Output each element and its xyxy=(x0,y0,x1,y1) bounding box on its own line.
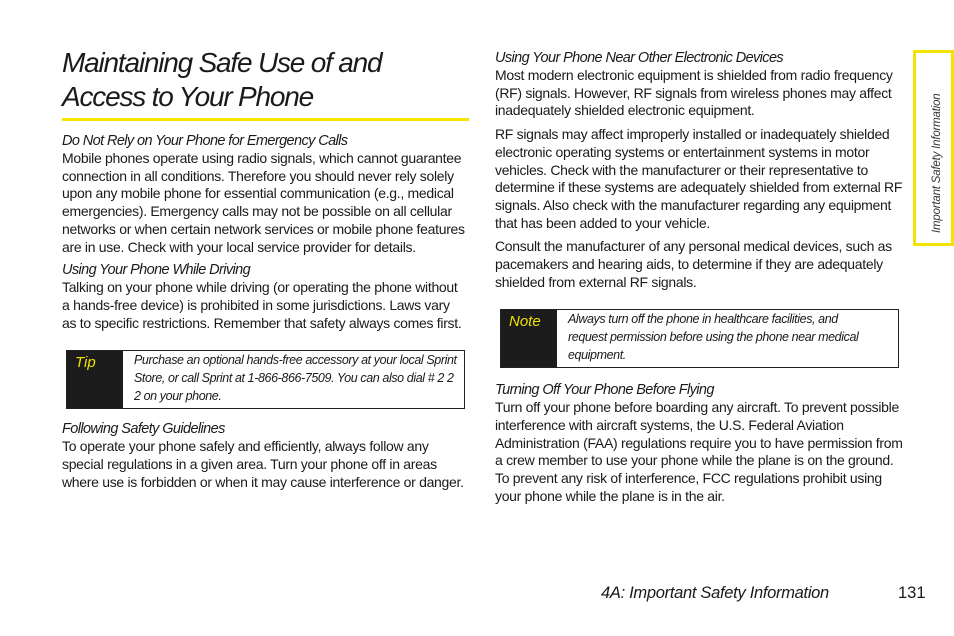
right-column xyxy=(495,50,905,505)
electronic-heading: Using Your Phone Near Other Electronic Devices xyxy=(495,50,784,66)
tip-label: Tip xyxy=(67,351,123,408)
driving-heading: Using Your Phone While Driving xyxy=(62,262,251,279)
emergency-body: Mobile phones operate using radio signals, which cannot guarantee connection in all conditions. Therefore you should never rely solely upon any mobile phone for essential communication (e.g., medical emergencies). Emergency calls may not be possible on all cellular networks or when certain network services or mobile phone features are in use. Check with your local service provider for details. xyxy=(62,150,465,255)
title-underline xyxy=(62,118,469,121)
page-title-line-1: Maintaining Safe Use of and xyxy=(62,47,382,78)
electronic-para-1: Most modern electronic equipment is shielded from radio frequency (RF) signals. However, RF signals from wireless phones may affect inadequately shielded electronic equipment. xyxy=(495,67,893,119)
section-tab-label: Important Safety Information xyxy=(931,93,943,233)
left-column xyxy=(62,133,467,491)
note-text: Always turn off the phone in healthcare facilities, and request permission before using the phone near medical equipment. xyxy=(568,312,859,362)
page-title-line-2: Access to Your Phone xyxy=(62,81,313,112)
footer-section-title: 4A: Important Safety Information xyxy=(601,584,829,602)
emergency-heading: Do Not Rely on Your Phone for Emergency Calls xyxy=(62,133,348,149)
flying-body: Turn off your phone before boarding any aircraft. To prevent possible interference with aircraft systems, the U.S. Federal Aviation Administration (FAA) regulations require you to have permission from a crew member to use your phone while the plane is on the ground. To prevent any risk of interference, FCC regulations prohibit using your phone while the plane is in the air. xyxy=(495,399,903,504)
note-label: Note xyxy=(501,310,557,367)
flying-heading: Turning Off Your Phone Before Flying xyxy=(495,382,714,399)
electronic-para-2: RF signals may affect improperly installed or inadequately shielded electronic operating systems or entertainment systems in motor vehicles. Check with the manufacturer or their representative to determine if these systems are adequately shielded from external RF signals. Also check with the manufacturer regarding any equipment that has been added to your vehicle. xyxy=(495,126,903,231)
tip-callout xyxy=(66,350,465,409)
tip-text: Purchase an optional hands-free accessory at your local Sprint Store, or call Sprint at 1-866-866-7509. You can also dial # 2 2 2 on your phone. xyxy=(134,353,457,403)
page-title xyxy=(62,46,467,114)
page-number: 131 xyxy=(898,584,926,602)
note-callout xyxy=(500,309,899,368)
electronic-para-3: Consult the manufacturer of any personal medical devices, such as pacemakers and hearing aids, to determine if they are adequately shielded from external RF signals. xyxy=(495,238,892,290)
driving-body: Talking on your phone while driving (or operating the phone without a hands-free device) is prohibited in some jurisdictions. Laws vary as to specific restrictions. Remember that safety always comes first. xyxy=(62,279,462,331)
guidelines-body: To operate your phone safely and efficiently, always follow any special regulations in a given area. Turn your phone off in areas where use is forbidden or when it may cause interference or danger. xyxy=(62,438,464,490)
guidelines-heading: Following Safety Guidelines xyxy=(62,421,225,438)
